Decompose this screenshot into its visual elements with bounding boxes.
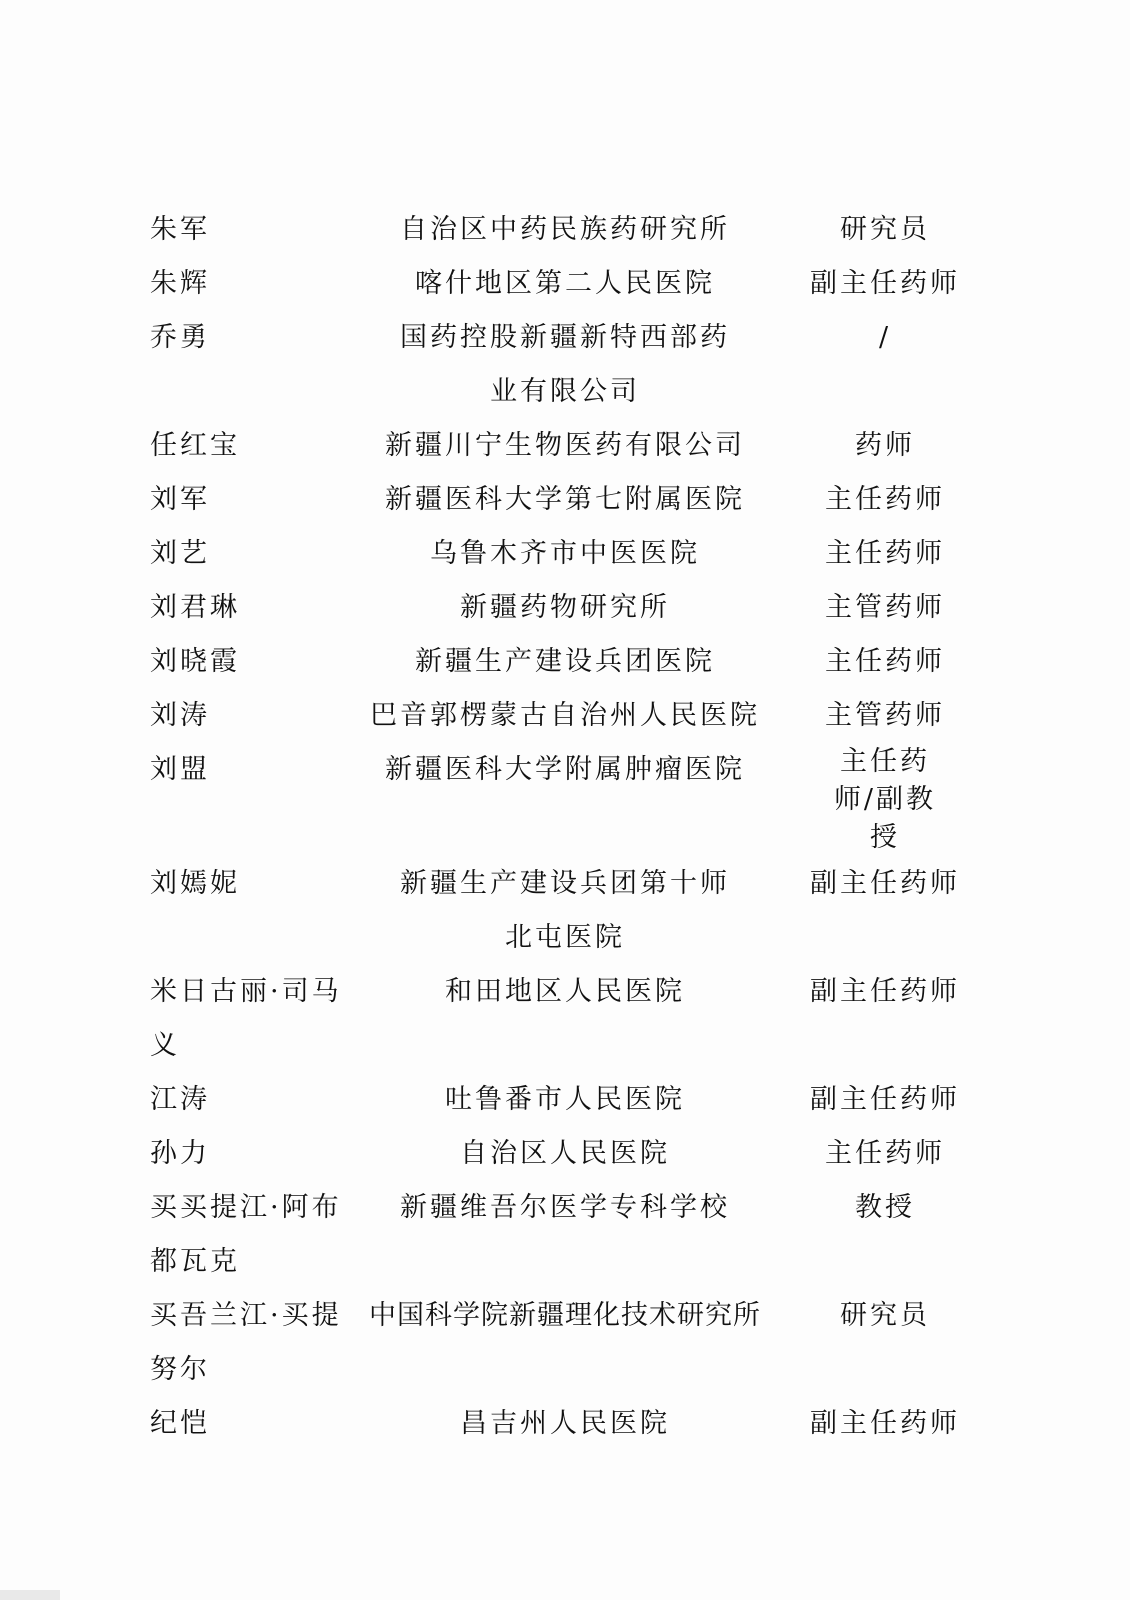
job-title: 教授 <box>855 1192 915 1223</box>
person-name: 刘晓霞 <box>150 646 240 677</box>
roster-row <box>150 311 990 419</box>
job-title: 主任药师 <box>825 646 945 677</box>
roster-row <box>150 203 990 257</box>
organization: 新疆生产建设兵团医院 <box>415 646 715 677</box>
person-name: 刘艺 <box>150 538 210 569</box>
job-title: 主任药师/副教授 <box>833 746 937 853</box>
job-title: 副主任药师 <box>810 1084 960 1115</box>
roster-row <box>150 419 990 473</box>
job-title: 研究员 <box>840 1300 930 1331</box>
person-name: 刘涛 <box>150 700 210 731</box>
roster-row <box>150 527 990 581</box>
organization: 自治区中药民族药研究所 <box>400 214 730 245</box>
job-title: / <box>878 322 892 353</box>
job-title: 药师 <box>855 430 915 461</box>
person-name: 江涛 <box>150 1084 210 1115</box>
roster-row <box>150 1073 990 1127</box>
person-name: 任红宝 <box>150 430 240 461</box>
roster-row <box>150 1181 990 1289</box>
job-title: 副主任药师 <box>810 1408 960 1439</box>
roster-row <box>150 1127 990 1181</box>
expert-roster <box>150 203 990 1451</box>
roster-row <box>150 1397 990 1451</box>
roster-row <box>150 257 990 311</box>
job-title: 研究员 <box>840 214 930 245</box>
job-title: 副主任药师 <box>810 868 960 899</box>
job-title: 主管药师 <box>825 700 945 731</box>
person-name: 刘盟 <box>150 754 210 785</box>
scan-edge-shadow <box>0 1590 60 1600</box>
job-title: 副主任药师 <box>810 268 960 299</box>
person-name: 刘君琳 <box>150 592 240 623</box>
person-name: 乔勇 <box>150 322 210 353</box>
person-name: 买吾兰江·买提努尔 <box>150 1300 342 1385</box>
organization: 新疆生产建设兵团第十师北屯医院 <box>400 868 730 953</box>
organization: 喀什地区第二人民医院 <box>415 268 715 299</box>
person-name: 买买提江·阿布都瓦克 <box>150 1192 342 1277</box>
roster-row <box>150 581 990 635</box>
job-title: 副主任药师 <box>810 976 960 1007</box>
organization: 新疆川宁生物医药有限公司 <box>385 430 745 461</box>
roster-row <box>150 473 990 527</box>
organization: 中国科学院新疆理化技术研究所 <box>369 1300 761 1331</box>
roster-row <box>150 1289 990 1397</box>
organization: 和田地区人民医院 <box>445 976 685 1007</box>
person-name: 朱辉 <box>150 268 210 299</box>
job-title: 主任药师 <box>825 484 945 515</box>
organization: 巴音郭楞蒙古自治州人民医院 <box>370 700 760 731</box>
organization: 新疆药物研究所 <box>460 592 670 623</box>
job-title: 主任药师 <box>825 538 945 569</box>
organization: 吐鲁番市人民医院 <box>445 1084 685 1115</box>
person-name: 刘嫣妮 <box>150 868 240 899</box>
job-title: 主管药师 <box>825 592 945 623</box>
organization: 国药控股新疆新特西部药业有限公司 <box>400 322 730 407</box>
organization: 新疆维吾尔医学专科学校 <box>400 1192 730 1223</box>
person-name: 刘军 <box>150 484 210 515</box>
organization: 乌鲁木齐市中医医院 <box>430 538 700 569</box>
organization: 自治区人民医院 <box>460 1138 670 1169</box>
organization: 昌吉州人民医院 <box>460 1408 670 1439</box>
person-name: 朱军 <box>150 214 210 245</box>
roster-row <box>150 635 990 689</box>
roster-row <box>150 965 990 1073</box>
organization: 新疆医科大学第七附属医院 <box>385 484 745 515</box>
person-name: 孙力 <box>150 1138 210 1169</box>
person-name: 米日古丽·司马义 <box>150 976 342 1061</box>
job-title: 主任药师 <box>825 1138 945 1169</box>
roster-row <box>150 743 990 857</box>
roster-row <box>150 689 990 743</box>
roster-row <box>150 857 990 965</box>
organization: 新疆医科大学附属肿瘤医院 <box>385 754 745 785</box>
person-name: 纪恺 <box>150 1408 210 1439</box>
